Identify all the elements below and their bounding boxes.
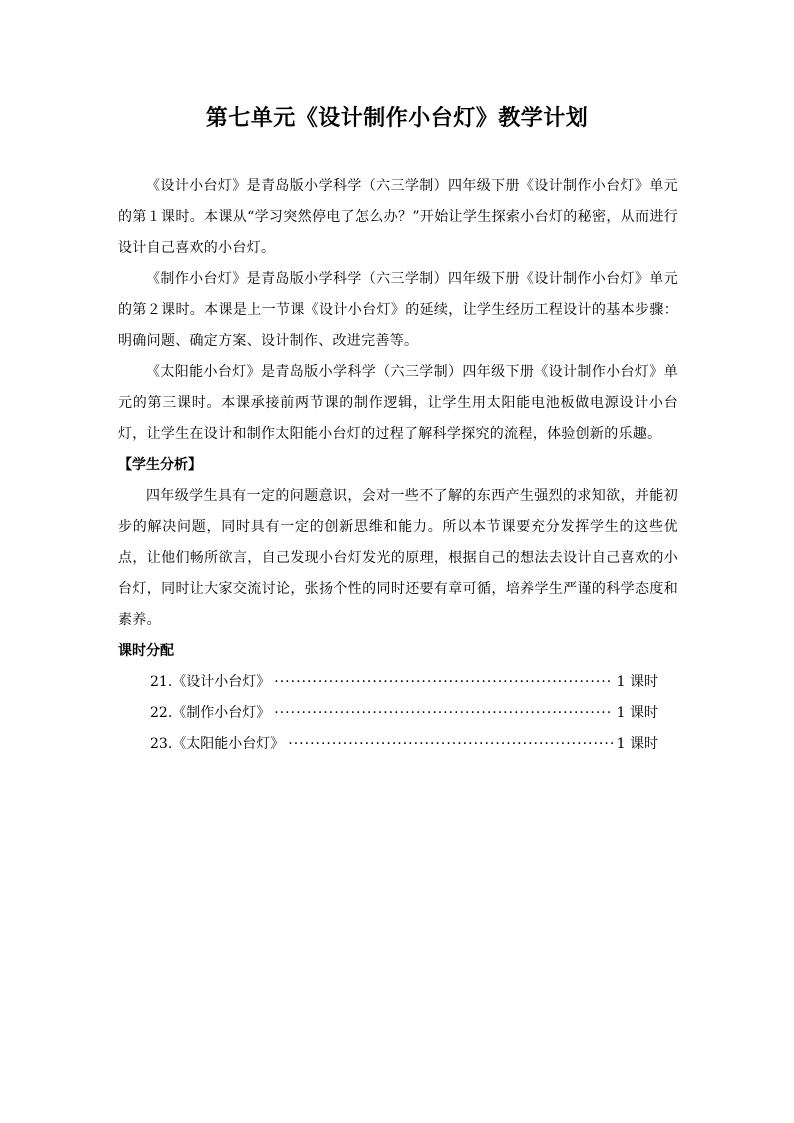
student-analysis-heading: 【学生分析】	[118, 457, 202, 473]
schedule-list	[118, 667, 678, 760]
schedule-lesson-name: 《太阳能小台灯》	[172, 736, 285, 752]
dot-leader	[274, 667, 612, 698]
schedule-hours: 1 课时	[616, 736, 658, 752]
dot-leader	[274, 698, 612, 729]
schedule-lesson-name: 《设计小台灯》	[172, 674, 271, 690]
schedule-number: 23.	[150, 736, 173, 752]
schedule-row	[118, 667, 678, 698]
document-title: 第七单元《设计制作小台灯》教学计划	[205, 105, 589, 131]
schedule-hours: 1 课时	[616, 705, 658, 721]
schedule-lesson-name: 《制作小台灯》	[172, 705, 271, 721]
document-body	[118, 171, 678, 760]
intro-paragraph-make-lamp: 《制作小台灯》是青岛版小学科学（六三学制）四年级下册《设计制作小台灯》单元的第２课时。本课是上一节课《设计小台灯》的延续，让学生经历工程设计的基本步骤：明确问题、确定方案、设计制作、改进完善等。	[118, 271, 678, 349]
schedule-number: 22.	[150, 705, 173, 721]
intro-paragraph-design-lamp: 《设计小台灯》是青岛版小学科学（六三学制）四年级下册《设计制作小台灯》单元的第１课时。本课从“学习突然停电了怎么办？”开始让学生探索小台灯的秘密，从而进行设计自己喜欢的小台灯。	[118, 178, 678, 256]
dot-leader	[288, 729, 612, 760]
schedule-heading: 课时分配	[118, 643, 174, 659]
student-analysis-paragraph: 四年级学生具有一定的问题意识，会对一些不了解的东西产生强烈的求知欲，并能初步的解决问题，同时具有一定的创新思维和能力。所以本节课要充分发挥学生的这些优点，让他们畅所欲言，自己发现小台灯发光的原理，根据自己的想法去设计自己喜欢的小台灯，同时让大家交流讨论，张扬个性的同时还要有章可循，培养学生严谨的科学态度和素养。	[118, 488, 678, 628]
schedule-row	[118, 698, 678, 729]
schedule-number: 21.	[150, 674, 173, 690]
schedule-row	[118, 729, 678, 760]
schedule-hours: 1 课时	[616, 674, 658, 690]
intro-paragraph-solar-lamp: 《太阳能小台灯》是青岛版小学科学（六三学制）四年级下册《设计制作小台灯》单元的第三课时。本课承接前两节课的制作逻辑，让学生用太阳能电池板做电源设计小台灯，让学生在设计和制作太阳能小台灯的过程了解科学探究的流程，体验创新的乐趣。	[118, 364, 678, 442]
